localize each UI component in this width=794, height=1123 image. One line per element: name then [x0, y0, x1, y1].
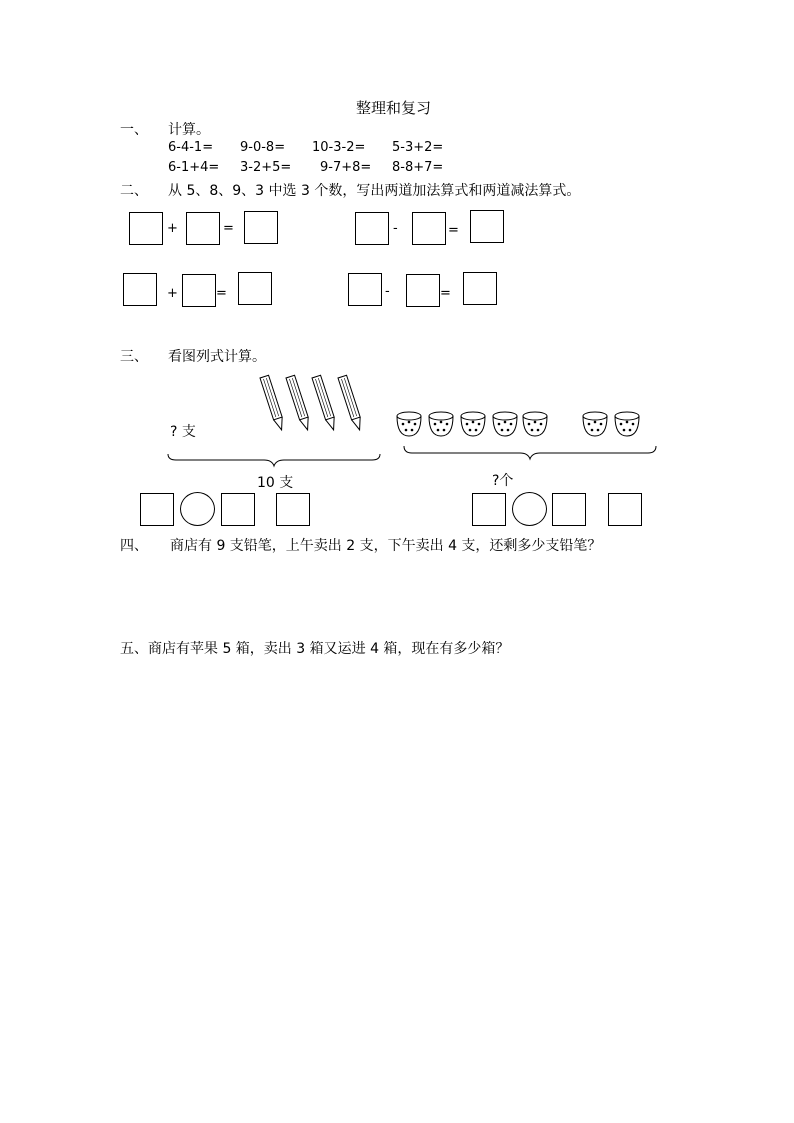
cake-icon [461, 412, 485, 436]
section-5-question: 五、商店有苹果 5 箱，卖出 3 箱又运进 4 箱，现在有多少箱？ [120, 641, 510, 657]
minus-sign: - [385, 284, 390, 299]
answer-box[interactable] [463, 272, 497, 305]
pencils-group [258, 376, 368, 438]
cake-icon [493, 412, 517, 436]
answer-box[interactable] [140, 493, 174, 526]
section-1-number: 一、 [120, 122, 148, 138]
answer-box[interactable] [244, 211, 278, 244]
cake-icon [397, 412, 421, 436]
answer-box[interactable] [355, 212, 389, 245]
answer-box[interactable] [608, 493, 642, 526]
total-pencils-label: 10 支 [257, 475, 294, 491]
answer-box[interactable] [221, 493, 255, 526]
answer-box[interactable] [186, 212, 220, 245]
cakes-group [396, 408, 646, 440]
pencil-icon [286, 375, 312, 431]
section-2-heading: 从 5、8、9、3 中选 3 个数，写出两道加法算式和两道减法算式。 [168, 183, 581, 199]
plus-sign: + [167, 286, 178, 301]
answer-box[interactable] [348, 273, 382, 306]
calc-problem: 9-0-8= [240, 140, 286, 155]
right-brace [402, 444, 658, 460]
equals-sign: = [223, 221, 234, 236]
section-4-question: 商店有 9 支铅笔，上午卖出 2 支，下午卖出 4 支，还剩多少支铅笔？ [170, 538, 602, 554]
section-2-number: 二、 [120, 183, 148, 199]
answer-box[interactable] [182, 274, 216, 307]
page-title: 整理和复习 [356, 99, 432, 117]
answer-box[interactable] [406, 274, 440, 307]
pencil-icon [338, 375, 364, 431]
answer-box[interactable] [412, 212, 446, 245]
calc-problem: 3-2+5= [240, 160, 292, 175]
unknown-pencils-label: ? 支 [170, 424, 196, 440]
calc-problem: 5-3+2= [392, 140, 444, 155]
cake-icon [583, 412, 607, 436]
left-brace [166, 452, 382, 468]
operator-circle[interactable] [180, 492, 215, 526]
section-3-heading: 看图列式计算。 [168, 349, 266, 365]
cake-icon [523, 412, 547, 436]
calc-problem: 6-1+4= [168, 160, 220, 175]
answer-box[interactable] [552, 493, 586, 526]
equals-sign: = [216, 286, 227, 301]
pencil-icon [312, 375, 338, 431]
calc-problem: 10-3-2= [312, 140, 366, 155]
answer-box[interactable] [470, 210, 504, 243]
calc-problem: 6-4-1= [168, 140, 214, 155]
cake-icon [615, 412, 639, 436]
cake-icon [429, 412, 453, 436]
answer-box[interactable] [123, 273, 157, 306]
operator-circle[interactable] [512, 492, 547, 526]
calc-problem: 8-8+7= [392, 160, 444, 175]
plus-sign: + [167, 221, 178, 236]
calc-problem: 9-7+8= [320, 160, 372, 175]
answer-box[interactable] [129, 212, 163, 245]
unknown-cakes-label: ?个 [492, 473, 514, 489]
section-4-number: 四、 [120, 538, 148, 554]
answer-box[interactable] [472, 493, 506, 526]
answer-box[interactable] [276, 493, 310, 526]
answer-box[interactable] [238, 272, 272, 305]
equals-sign: = [448, 223, 459, 238]
pencil-icon [260, 375, 286, 431]
section-1-heading: 计算。 [168, 122, 210, 138]
minus-sign: - [393, 221, 398, 236]
section-3-number: 三、 [120, 349, 148, 365]
equals-sign: = [440, 286, 451, 301]
